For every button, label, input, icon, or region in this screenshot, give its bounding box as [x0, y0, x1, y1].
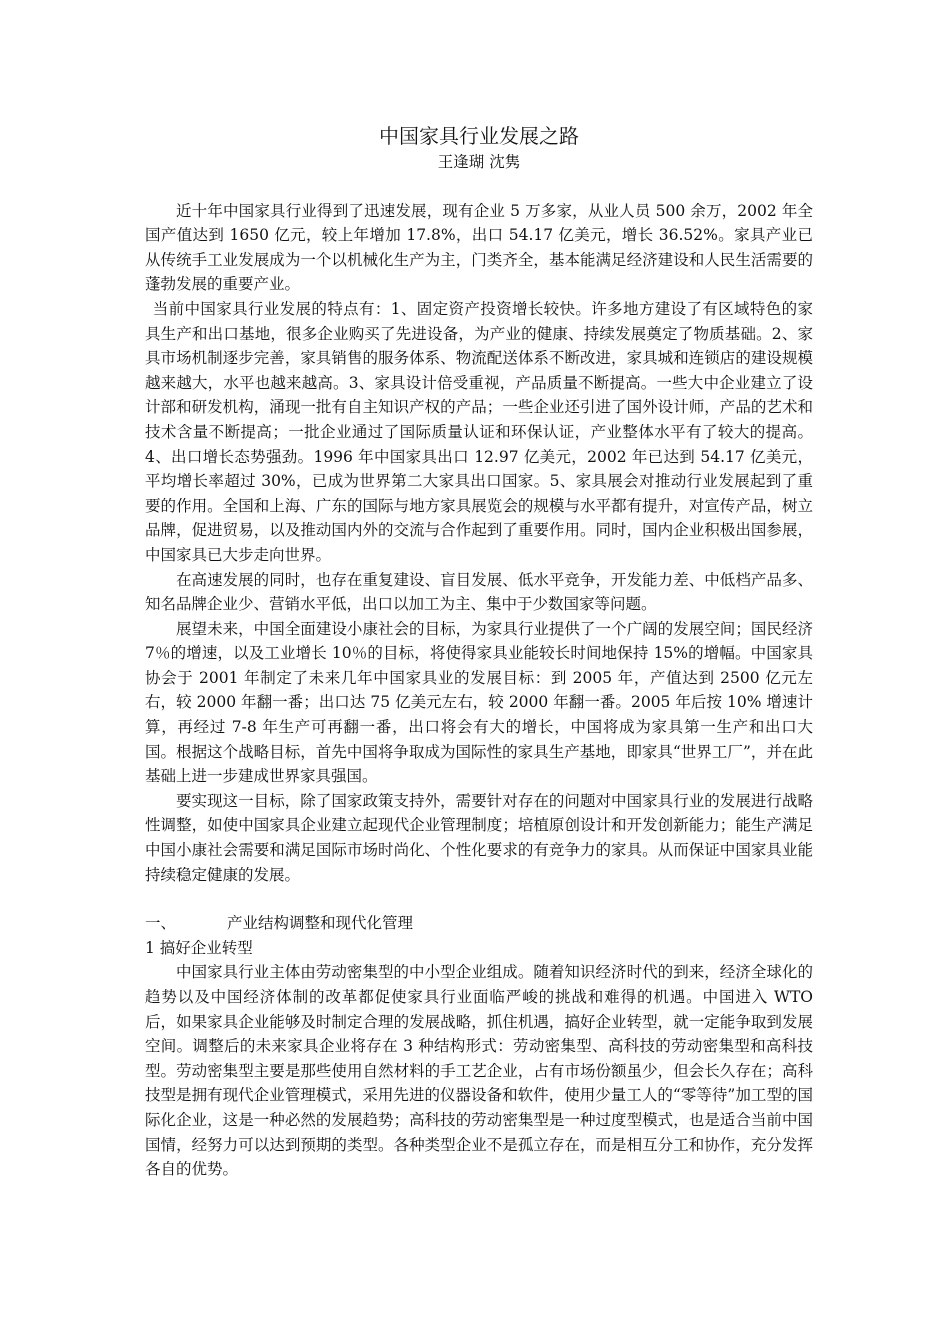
problems-paragraph: 在高速发展的同时，也存在重复建设、盲目发展、低水平竞争，开发能力差、中低档产品多、知名品牌企业少、营销水平低，出口以加工为主、集中于少数国家等问题。	[145, 570, 813, 614]
section-paragraph: 中国家具行业主体由劳动密集型的中小型企业组成。随着知识经济时代的到来，经济全球化的趋势以及中国经济体制的改革都促使家具行业面临严峻的挑战和难得的机遇。中国进入 WTO 后，如果家具企业能够及时制定合理的发展战略，抓住机遇，搞好企业转型，就一定能争取到发展空间。调整后的未来家具企业将存在 3 种结构形式：劳动密集型、高科技的劳动密集型和高科技型。劳动密集型主要是那些使用自然材料的手工艺企业，占有市场份额虽少，但会长久存在；高科技型是拥有现代企业管理模式，采用先进的仪器设备和软件，使用少量工人的“零等待”加工型的国际化企业，这是一种必然的发展趋势；高科技的劳动密集型是一种过度型模式，也是适合当前中国国情，经努力可以达到预期的类型。各种类型企业不是孤立存在，而是相互分工和协作，充分发挥各自的优势。	[145, 963, 813, 1179]
features-paragraph: 当前中国家具行业发展的特点有：1、固定资产投资增长较快。许多地方建设了有区域特色的家具生产和出口基地，很多企业购买了先进设备，为产业的健康、持续发展奠定了物质基础。2、家具市场机制逐步完善，家具销售的服务体系、物流配送体系不断改进，家具城和连锁店的建设规模越来越大，水平也越来越高。3、家具设计倍受重视，产品质量不断提高。一些大中企业建立了设计部和研发机构，涌现一批有自主知识产权的产品；一些企业还引进了国外设计师，产品的艺术和技术含量不断提高；一批企业通过了国际质量认证和环保认证，产业整体水平有了较大的提高。4、出口增长态势强劲。1996 年中国家具出口 12.97 亿美元，2002 年已达到 54.17 亿美元，平均增长率超过 30%，已成为世界第二大家具出口国家。5、家具展会对推动行业发展起到了重要的作用。全国和上海、广东的国际与地方家具展览会的规模与水平都有提升，对宣传产品，树立品牌，促进贸易，以及推动国内外的交流与合作起到了重要作用。同时，国内企业积极出国参展，中国家具已大步走向世界。	[145, 299, 813, 564]
document-page	[145, 122, 813, 1182]
section-heading	[145, 911, 813, 936]
intro-paragraph: 近十年中国家具行业得到了迅速发展，现有企业 5 万多家，从业人员 500 余万，2002 年全国产值达到 1650 亿元，较上年增加 17.8%，出口 54.17 亿美元，增长 36.52%。家具产业已从传统手工业发展成为一个以机械化生产为主，门类齐全，基本能满足经济建设和人民生活需要的蓬勃发展的重要产业。	[145, 201, 813, 294]
section-title: 产业结构调整和现代化管理	[227, 914, 414, 933]
goals-paragraph: 要实现这一目标，除了国家政策支持外，需要针对存在的问题对中国家具行业的发展进行战略性调整，如使中国家具企业建立起现代企业管理制度；培植原创设计和开发创新能力；能生产满足中国小康社会需要和满足国际市场时尚化、个性化要求的有竞争力的家具。从而保证中国家具业能持续稳定健康的发展。	[145, 791, 813, 884]
outlook-paragraph: 展望未来，中国全面建设小康社会的目标，为家具行业提供了一个广阔的发展空间；国民经济 7％的增速，以及工业增长 10％的目标，将使得家具业能较长时间地保持 15%的增幅。中国家具协会于 2001 年制定了未来几年中国家具业的发展目标：到 2005 年，产值达到 2500 亿元左右，较 2000 年翻一番；出口达 75 亿美元左右，较 2000 年翻一番。2005 年后按 10% 增速计算，再经过 7-8 年生产可再翻一番，出口将会有大的增长，中国将成为家具第一生产和出口大国。根据这个战略目标，首先中国将争取成为国际性的家具生产基地，即家具“世界工厂”，并在此基础上进一步建成世界家具强国。	[145, 619, 813, 786]
section-number: 一、	[145, 914, 177, 933]
subsection-heading: 1 搞好企业转型	[145, 938, 253, 957]
section-spacer	[145, 887, 813, 911]
document-title: 中国家具行业发展之路	[379, 124, 579, 148]
document-authors: 王逢瑚 沈隽	[437, 153, 521, 171]
